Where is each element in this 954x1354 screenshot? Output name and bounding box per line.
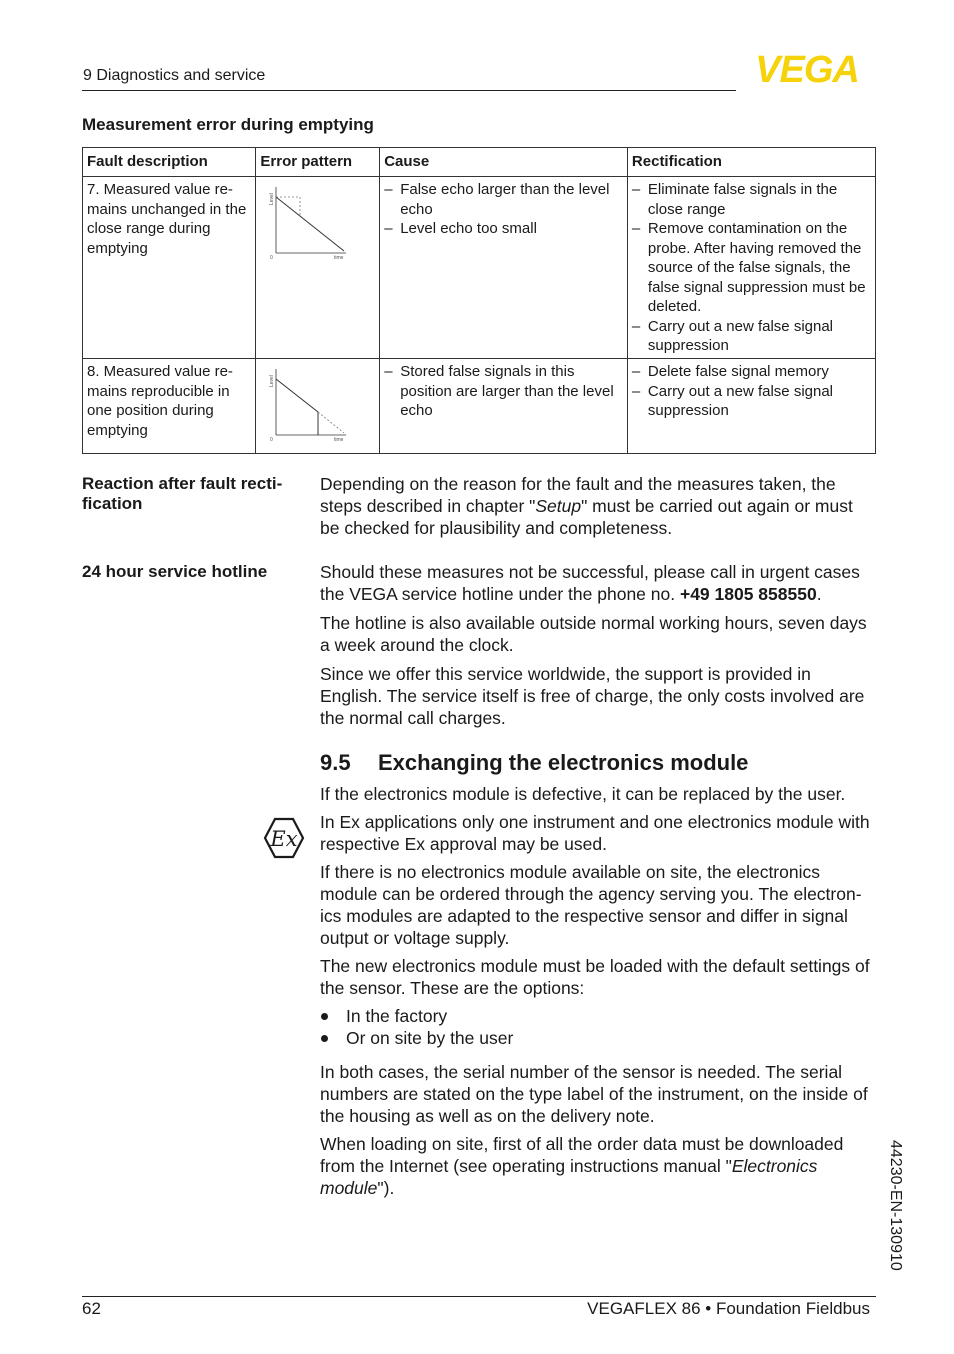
list-item: – Carry out a new false signal suppression: [632, 317, 871, 356]
y-axis-label: Level: [269, 193, 276, 205]
reaction-paragraph: [320, 473, 876, 539]
list-item: – False echo larger than the level echo: [384, 180, 623, 219]
header-cause: Cause: [380, 148, 628, 177]
error-pattern-cell: [256, 177, 380, 359]
header-fault-description: Fault description: [83, 148, 256, 177]
y-axis-label: Level: [269, 375, 276, 387]
setup-chapter-ref: Setup: [535, 496, 582, 516]
rectification-cell: [627, 177, 875, 359]
fault-description-cell: 7. Measured value re-mains unchanged in the close range during emptying: [83, 177, 256, 359]
document-id: 44230-EN-130910: [887, 1140, 904, 1271]
section-title: Exchanging the electronics module: [378, 750, 749, 775]
fault-table: [82, 147, 876, 454]
section-heading: [320, 750, 748, 776]
section-paragraph-2: In Ex applications only one instrument and one electronics module with respective Ex approval may be used.: [320, 812, 870, 854]
error-pattern-7-diagram: [268, 185, 348, 259]
fault-description-cell: 8. Measured value re-mains reproducible in one position during emptying: [83, 359, 256, 454]
x-axis-label: time: [334, 255, 344, 259]
electronics-module-ref: Electronics module: [320, 1156, 818, 1198]
list-item: – Carry out a new false signal suppression: [632, 382, 871, 421]
section-paragraph-5: In both cases, the serial number of the sensor is needed. The serial numbers are stated on the type label of the instrument, on the inside of the housing as well as on the delivery note.: [320, 1062, 868, 1126]
section-paragraph-3: If there is no electronics module available on site, the electronics module can be ordered through the agency serving you. The electron-ics modules are adapted to the respective sensor and differ in signal output or voltage supply.: [320, 862, 862, 948]
options-list: [320, 1005, 876, 1049]
x-axis-label: time: [334, 437, 344, 441]
header-error-pattern: Error pattern: [256, 148, 380, 177]
error-pattern-8-diagram: [268, 367, 348, 441]
actual-level-line: [276, 379, 318, 412]
list-item: Or on site by the user: [320, 1027, 876, 1049]
table-row: [83, 177, 876, 359]
section-paragraph-6: [320, 1133, 876, 1199]
list-item: In the factory: [320, 1005, 876, 1027]
hotline-text-before: Should these measures not be successful, please call in urgent cases the VEGA service hotline under the phone no.: [320, 562, 860, 604]
list-item: – Remove contamination on the probe. After having removed the source of the false signals, the false signal suppression must be deleted.: [632, 219, 871, 317]
hotline-phone: +49 1805 858550: [679, 584, 817, 604]
reaction-text-after: " must be carried out again or must be checked for plausibility and completeness.: [320, 496, 853, 538]
list-item: – Stored false signals in this position are larger than the level echo: [384, 362, 623, 421]
cause-cell: [380, 177, 628, 359]
error-pattern-cell: [256, 359, 380, 454]
vega-logo: [740, 51, 874, 85]
ex-explosion-protection-icon: [262, 816, 306, 860]
hotline-text-after: .: [816, 584, 822, 604]
footer-title: VEGAFLEX 86 • Foundation Fieldbus: [587, 1299, 870, 1318]
hotline-label: 24 hour service hotline: [82, 562, 268, 581]
footer-divider: [82, 1296, 876, 1297]
origin-label: 0: [270, 255, 274, 259]
reaction-text: [320, 473, 876, 539]
p6-text-before: When loading on site, first of all the order data must be downloaded from the Internet (see operating instructions manual ": [320, 1134, 844, 1176]
cause-cell: [380, 359, 628, 454]
table-heading: Measurement error during emptying: [82, 115, 374, 134]
svg-text:Ex: Ex: [270, 827, 298, 851]
header-divider: [82, 90, 736, 91]
reaction-text-before: Depending on the reason for the fault and the measures taken, the steps described in chapter ": [320, 474, 836, 516]
origin-label: 0: [270, 437, 274, 441]
hotline-paragraph-3: Since we offer this service worldwide, the support is provided in English. The service itself is free of charge, the only costs involved are the normal call charges.: [320, 664, 865, 728]
section-body: [320, 783, 876, 1199]
section-paragraph-1: If the electronics module is defective, it can be replaced by the user.: [320, 784, 846, 804]
vega-logo-text: VEGA: [755, 51, 859, 85]
table-row: [83, 359, 876, 454]
reaction-label: Reaction after fault recti-fication: [82, 474, 283, 513]
list-item: – Level echo too small: [384, 219, 623, 239]
hotline-paragraph-2: The hotline is also available outside normal working hours, seven days a week around the clock.: [320, 613, 867, 655]
list-item: – Delete false signal memory: [632, 362, 871, 382]
list-item: – Eliminate false signals in the close range: [632, 180, 871, 219]
actual-level-line: [276, 197, 344, 251]
header-section-title: 9 Diagnostics and service: [83, 67, 266, 84]
hotline-text: [320, 561, 876, 729]
hotline-paragraph-1: [320, 561, 876, 605]
p6-text-after: ").: [377, 1178, 395, 1198]
section-paragraph-4: The new electronics module must be loaded with the default settings of the sensor. These are the options:: [320, 956, 870, 998]
page-number: 62: [82, 1299, 101, 1318]
table-header-row: [83, 148, 876, 177]
rectification-cell: [627, 359, 875, 454]
expected-level-dashed: [318, 412, 344, 433]
section-number: 9.5: [320, 750, 351, 775]
header-rectification: Rectification: [627, 148, 875, 177]
